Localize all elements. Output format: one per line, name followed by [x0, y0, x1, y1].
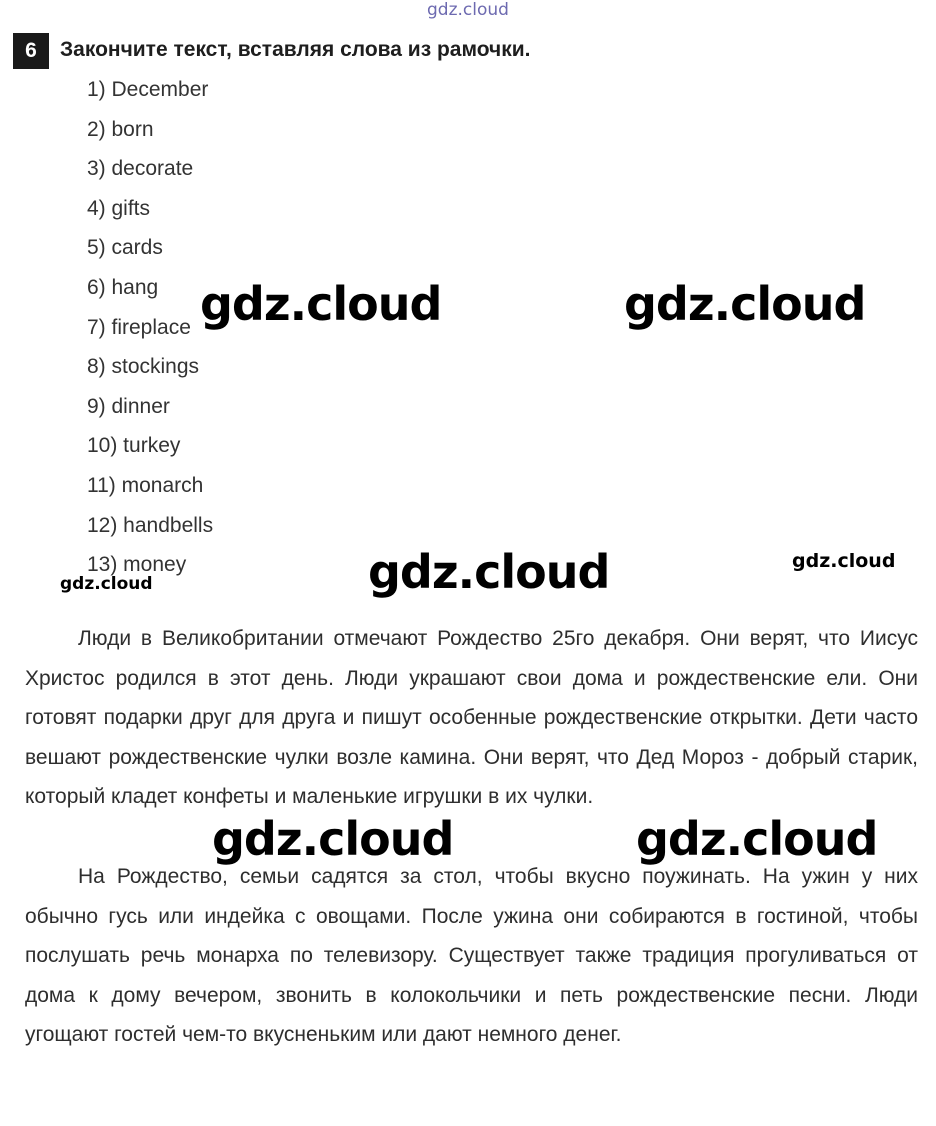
task-instruction: Закончите текст, вставляя слова из рамочки. — [60, 38, 531, 61]
watermark: gdz.cloud — [212, 812, 454, 866]
word-item: 8) stockings — [87, 355, 200, 379]
watermark: gdz.cloud — [792, 550, 896, 572]
word-item: 13) money — [87, 553, 187, 577]
word-item: 12) handbells — [87, 513, 214, 537]
watermark: gdz.cloud — [200, 277, 442, 331]
word-item: 10) turkey — [87, 434, 181, 458]
paragraph-1: Люди в Великобритании отмечают Рождество 25го декабря. Они верят, что Иисус Христос родился в этот день. Люди украшают свои дома и рождественские ели. Они готовят подарки друг для друга и пишут особенные рождественские открытки. Дети часто вешают рождественские чулки возле камина. Они верят, что Дед Мороз - добрый старик, который кладет конфеты и маленькие игрушки в их чулки. — [25, 627, 918, 809]
word-item: 11) monarch — [87, 473, 204, 497]
word-list — [87, 70, 213, 585]
word-item: 4) gifts — [87, 196, 151, 220]
word-item: 6) hang — [87, 275, 159, 299]
word-item: 3) decorate — [87, 157, 194, 181]
watermark: gdz.cloud — [60, 574, 153, 594]
top-watermark: gdz.cloud — [427, 0, 509, 20]
word-item: 1) December — [87, 78, 209, 101]
word-item: 2) born — [87, 117, 154, 141]
watermark: gdz.cloud — [624, 277, 866, 331]
word-item: 5) cards — [87, 236, 163, 260]
task-number-badge: 6 — [13, 33, 49, 69]
watermark: gdz.cloud — [636, 812, 878, 866]
paragraph-2: На Рождество, семьи садятся за стол, чтобы вкусно поужинать. На ужин у них обычно гусь или индейка с овощами. После ужина они собираются в гостиной, чтобы послушать речь монарха по телевизору. Существует также традиция прогуливаться от дома к дому вечером, звонить в колокольчики и петь рождественские песни. Люди угощают гостей чем-то вкусненьким или дают немного денег. — [25, 865, 918, 1047]
word-item: 9) dinner — [87, 394, 170, 418]
watermark: gdz.cloud — [368, 545, 610, 599]
word-item: 7) fireplace — [87, 315, 191, 339]
